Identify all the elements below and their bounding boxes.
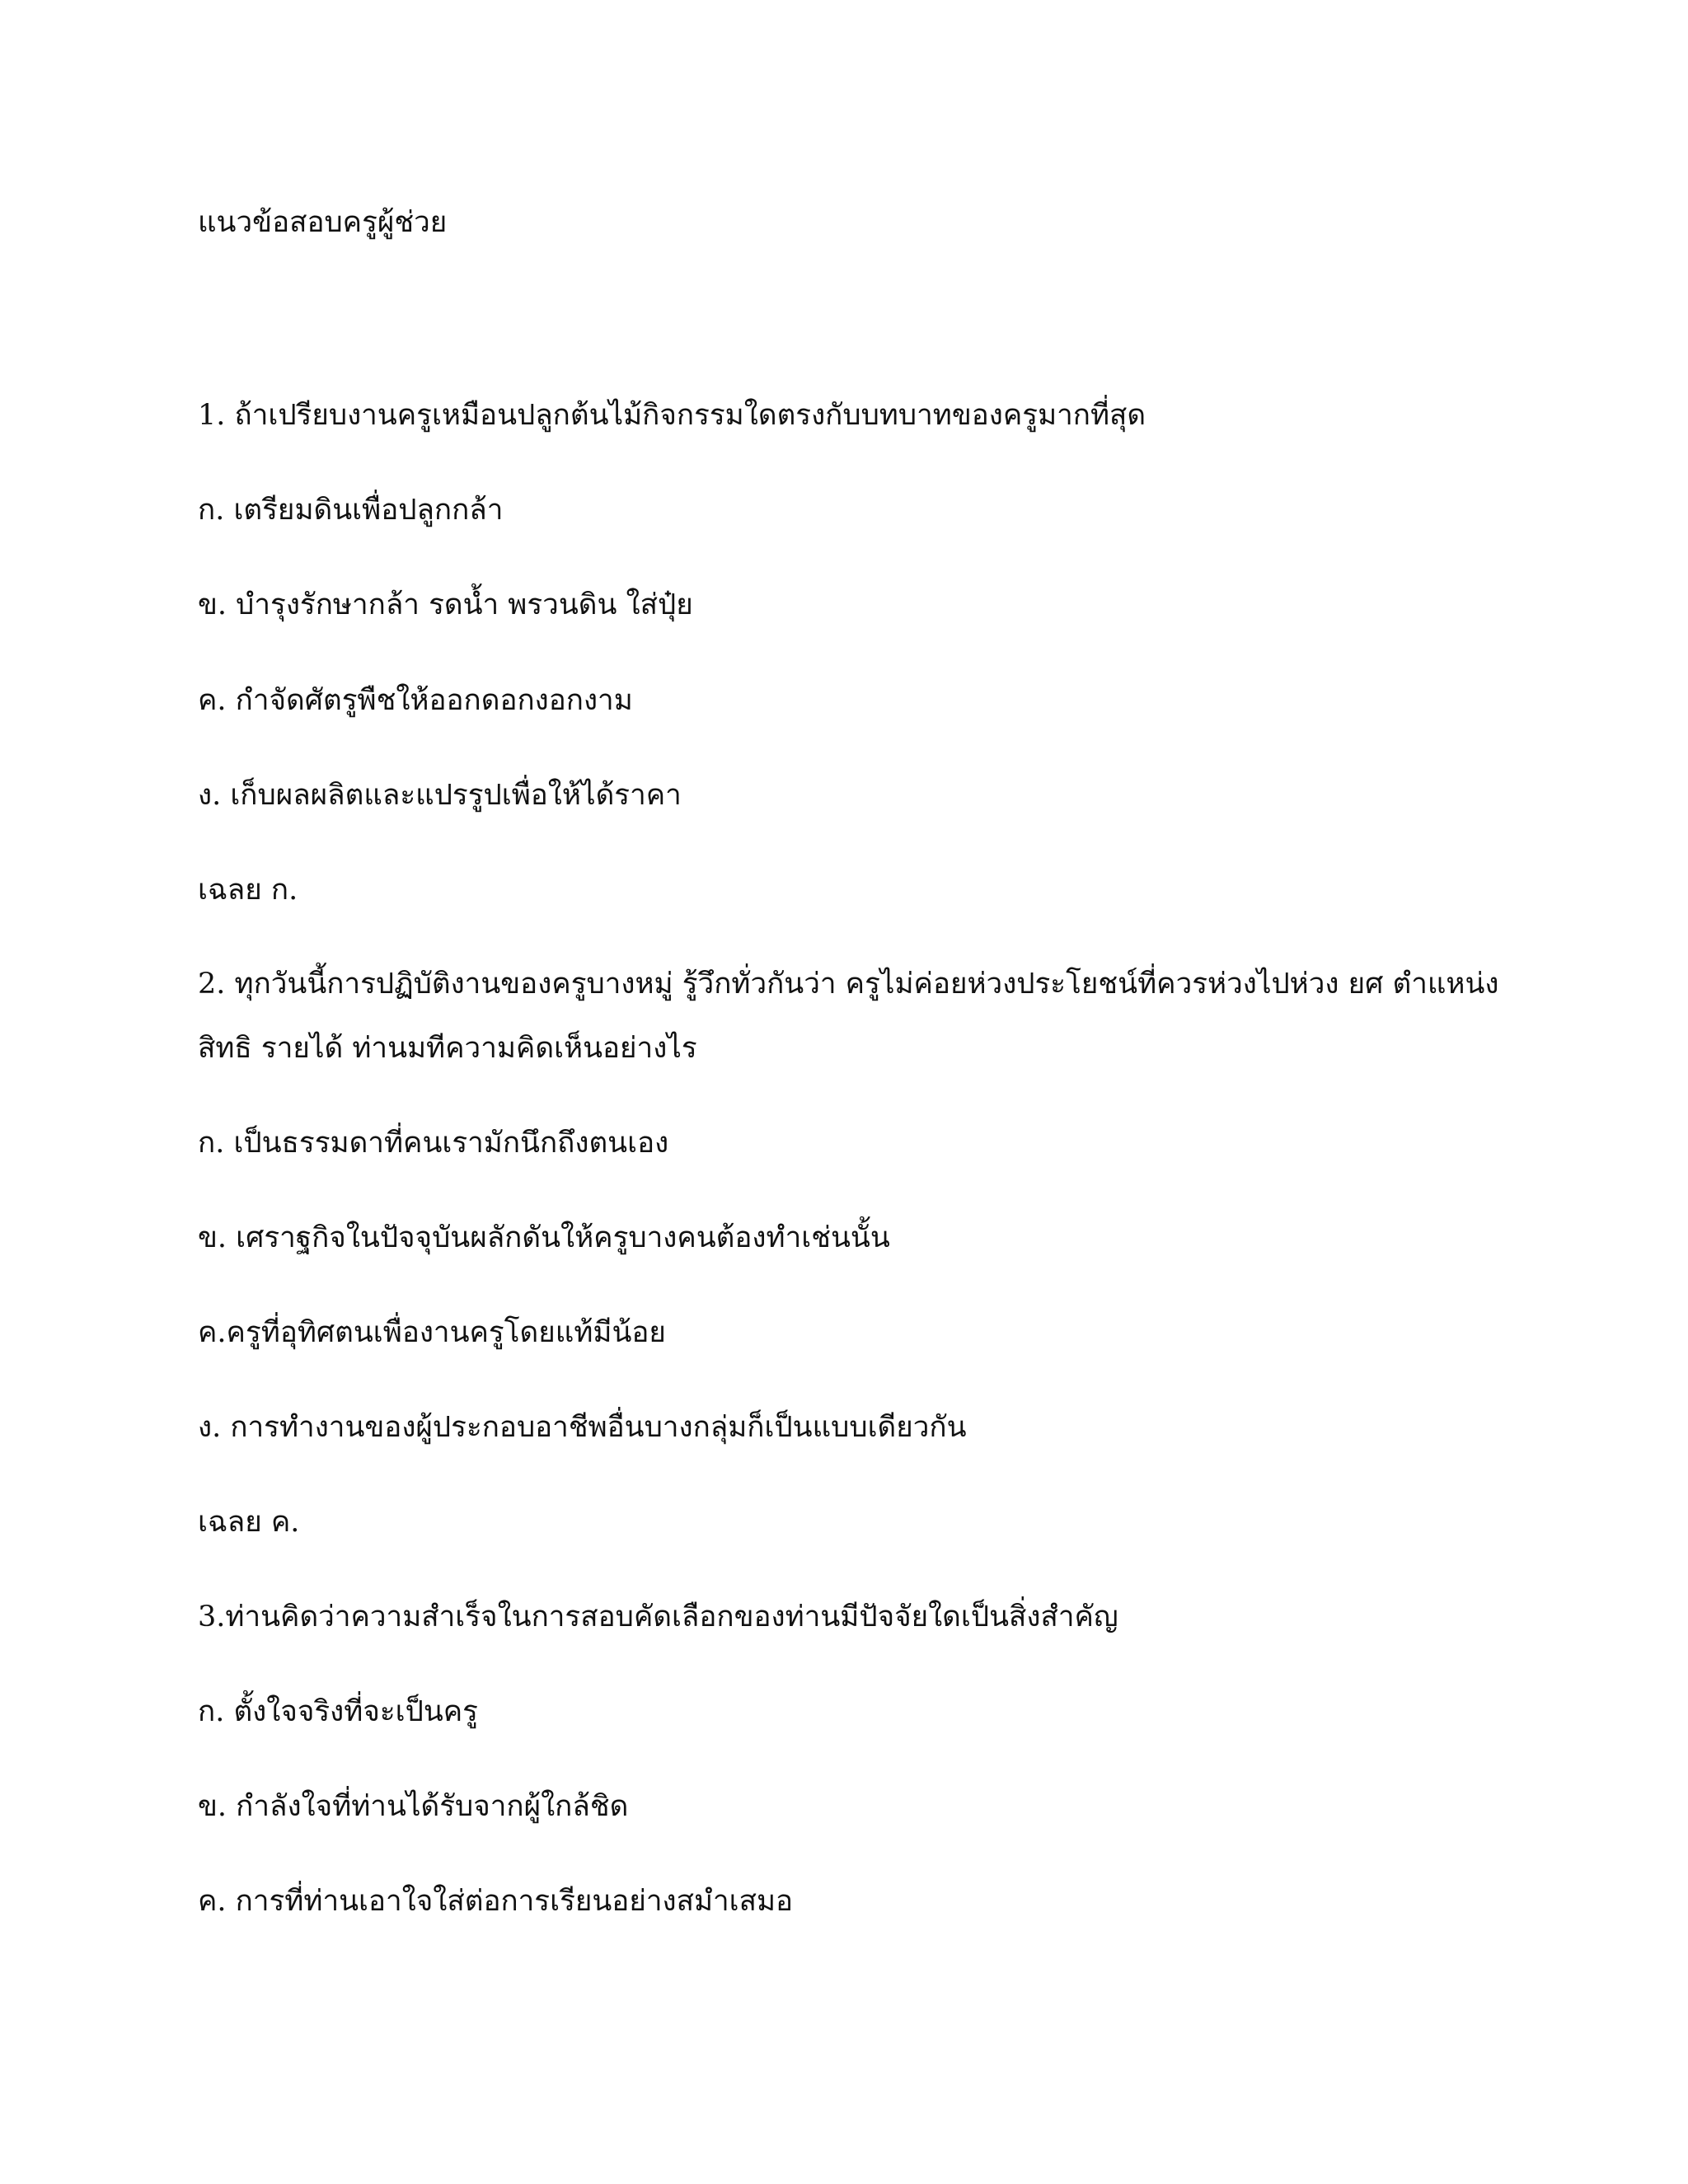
question-3-choice-b: ข. กำลังใจที่ท่านได้รับจากผู้ใกล้ชิด [198,1790,629,1823]
question-1-choice-d: ง. เก็บผลผลิตและแปรรูปเพื่อให้ได้ราคา [198,779,682,812]
question-2-text-line-2: สิทธิ รายได้ ท่านมทีความคิดเห็นอย่างไร [198,1032,697,1065]
question-1-choice-b: ข. บำรุงรักษากล้า รดน้ำ พรวนดิน ใส่ปุ๋ย [198,588,693,621]
question-1-choice-c: ค. กำจัดศัตรูพืชให้ออกดอกงอกงาม [198,684,633,717]
question-3-choice-a: ก. ตั้งใจจริงที่จะเป็นครู [198,1695,478,1728]
question-2-choice-c: ค.ครูที่อุทิศตนเพื่องานครูโดยแท้มีน้อย [198,1316,666,1349]
question-1-choice-a: ก. เตรียมดินเพื่อปลูกกล้า [198,494,504,527]
page-title: แนวข้อสอบครูผู้ช่วย [198,206,448,239]
question-3-text: 3.ท่านคิดว่าความสำเร็จในการสอบคัดเลือกของท่านมีปัจจัยใดเป็นสิ่งสำคัญ [198,1601,1118,1633]
question-2-text-line-1: 2. ทุกวันนี้การปฏิบัติงานของครูบางหมู่ รู้วึกทั่วกันว่า ครูไม่ค่อยห่วงประโยชน์ที่ควรห่วงไปห่วง ยศ ตำแหน่ง [198,968,1499,1001]
question-3-choice-c: ค. การที่ท่านเอาใจใส่ต่อการเรียนอย่างสมำเสมอ [198,1885,794,1918]
question-2-choice-b: ข. เศราฐกิจในปัจจุบันผลักดันให้ครูบางคนต้องทำเช่นนั้น [198,1221,890,1254]
question-2-choice-a: ก. เป็นธรรมดาที่คนเรามักนึกถึงตนเอง [198,1127,669,1160]
question-2-choice-d: ง. การทำงานของผู้ประกอบอาชีพอื่นบางกลุ่มก็เป็นแบบเดียวกัน [198,1411,967,1444]
question-1-answer: เฉลย ก. [198,874,298,907]
question-2-answer: เฉลย ค. [198,1506,300,1539]
question-1-text: 1. ถ้าเปรียบงานครูเหมือนปลูกต้นไม้กิจกรรมใดตรงกับบทบาทของครูมากที่สุด [198,399,1146,432]
